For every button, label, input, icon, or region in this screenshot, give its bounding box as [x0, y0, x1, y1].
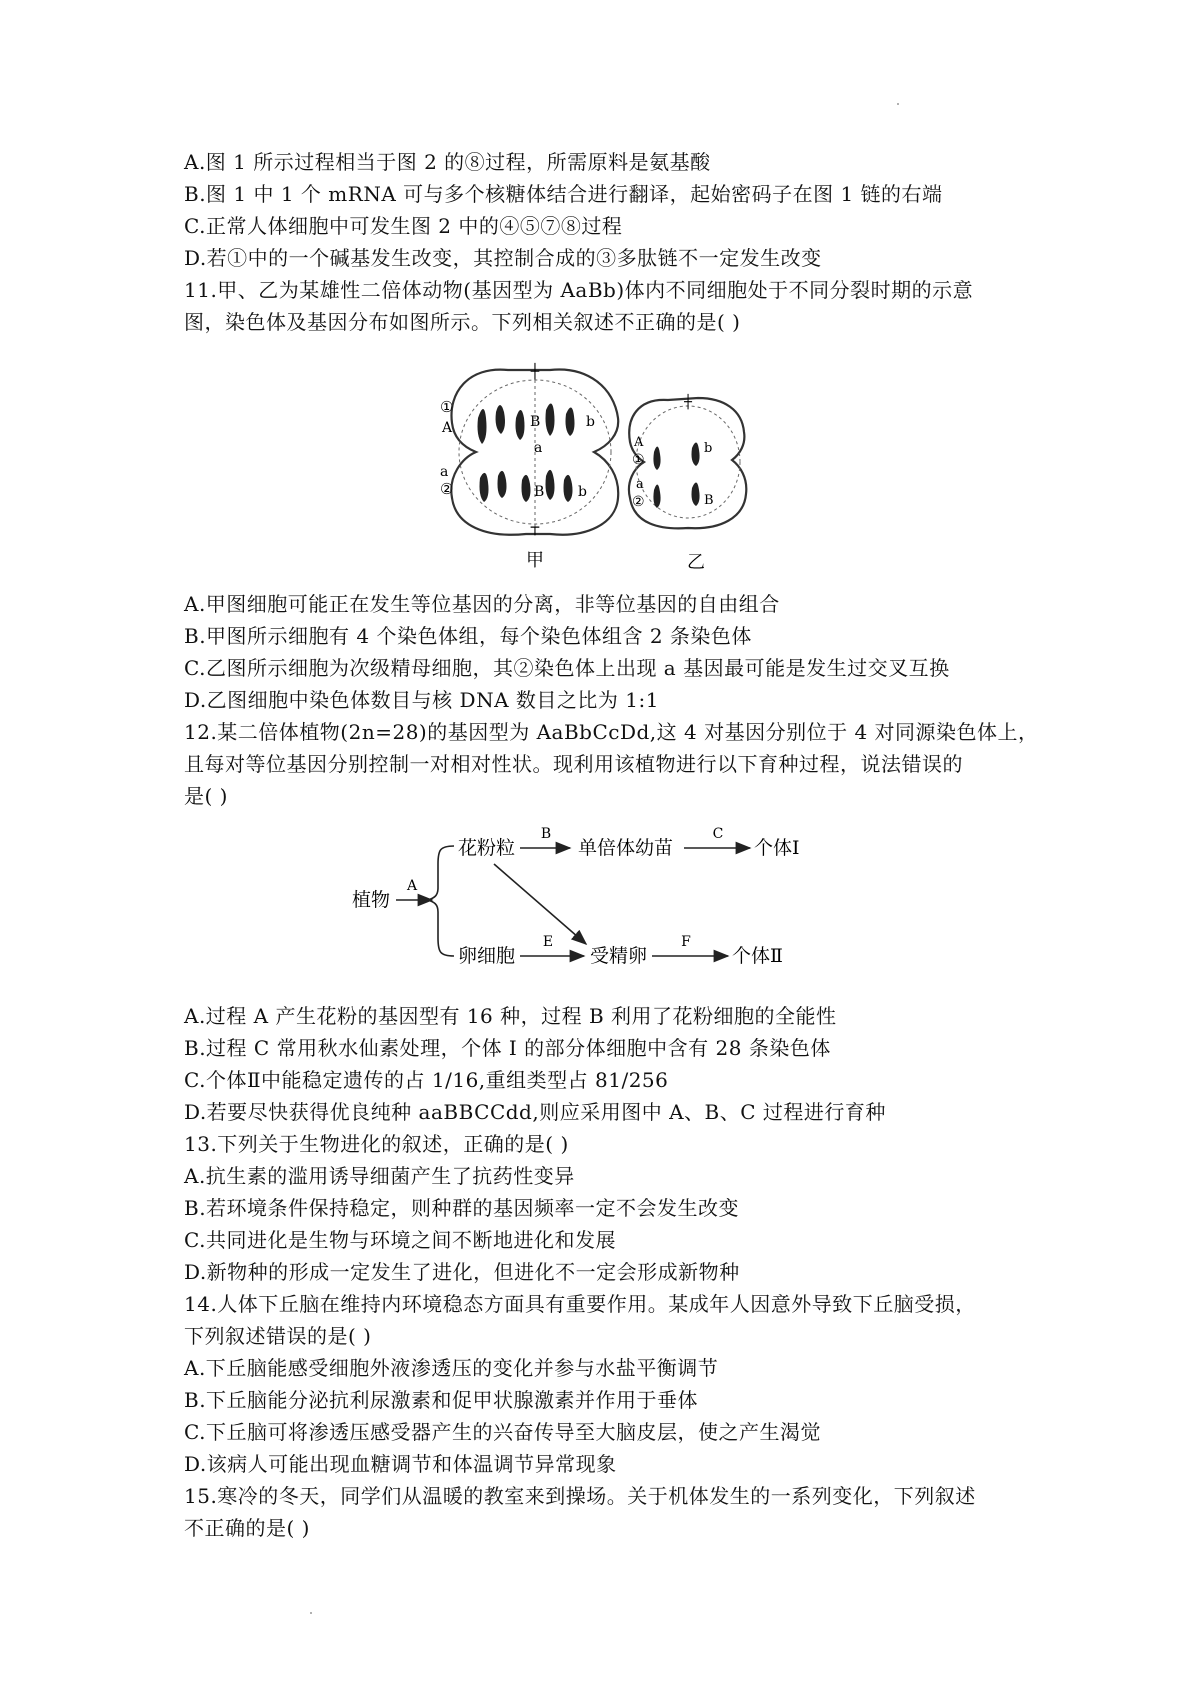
svg-text:┬: ┬: [530, 520, 540, 536]
q14-stem-line2: 下列叙述错误的是( ): [184, 1324, 372, 1348]
cell-division-figure: [438, 348, 774, 574]
svg-text:A: A: [442, 420, 453, 436]
svg-text:B: B: [540, 826, 552, 842]
q13-option-a: A.抗生素的滥用诱导细菌产生了抗药性变异: [184, 1164, 575, 1188]
node-plant: 植物: [352, 889, 391, 911]
cell-yi-outline: [629, 398, 746, 528]
q12-option-b: B.过程 C 常用秋水仙素处理，个体 I 的部分体细胞中含有 28 条染色体: [184, 1036, 831, 1060]
q14-option-c: C.下丘脑可将渗透压感受器产生的兴奋传导至大脑皮层，使之产生渴觉: [184, 1420, 821, 1444]
speck: [897, 103, 899, 105]
breeding-flow-diagram: [334, 820, 874, 980]
q12-stem-line3: 是( ): [184, 784, 228, 808]
q11-option-c: C.乙图所示细胞为次级精母细胞，其②染色体上出现 a 基因最可能是发生过交叉互换: [184, 656, 950, 680]
q10-option-d: D.若①中的一个碱基发生改变，其控制合成的③多肽链不一定发生改变: [184, 246, 822, 270]
svg-text:②: ②: [440, 480, 454, 498]
node-pollen: 花粉粒: [458, 837, 516, 859]
q14-option-a: A.下丘脑能感受细胞外液渗透压的变化并参与水盐平衡调节: [184, 1356, 719, 1380]
q15-stem-line2: 不正确的是( ): [184, 1516, 310, 1540]
q13-option-b: B.若环境条件保持稳定，则种群的基因频率一定不会发生改变: [184, 1196, 740, 1220]
svg-text:b: b: [704, 441, 713, 456]
svg-text:①: ①: [632, 452, 645, 468]
q12-stem-line2: 且每对等位基因分别控制一对相对性状。现利用该植物进行以下育种过程，说法错误的: [184, 752, 963, 776]
q12-option-c: C.个体Ⅱ中能稳定遗传的占 1/16,重组类型占 81/256: [184, 1068, 669, 1092]
cell-yi-label: 乙: [687, 552, 705, 573]
svg-text:E: E: [542, 934, 554, 950]
q10-option-b: B.图 1 中 1 个 mRNA 可与多个核糖体结合进行翻译，起始密码子在图 1 链的右端: [184, 182, 943, 206]
q14-stem-line1: 14.人体下丘脑在维持内环境稳态方面具有重要作用。某成年人因意外导致下丘脑受损，: [184, 1292, 976, 1316]
q11-stem-line1: 11.甲、乙为某雄性二倍体动物(基因型为 AaBb)体内不同细胞处于不同分裂时期的示意: [184, 278, 974, 302]
q14-option-b: B.下丘脑能分泌抗利尿激素和促甲状腺激素并作用于垂体: [184, 1388, 699, 1412]
q11-option-b: B.甲图所示细胞有 4 个染色体组，每个染色体组含 2 条染色体: [184, 624, 752, 648]
svg-text:a: a: [440, 464, 449, 480]
svg-text:C: C: [712, 826, 724, 842]
cell-jia-label: 甲: [526, 550, 544, 571]
svg-text:┼: ┼: [684, 395, 692, 410]
q10-option-c: C.正常人体细胞中可发生图 2 中的④⑤⑦⑧过程: [184, 214, 623, 238]
q11-option-d: D.乙图细胞中染色体数目与核 DNA 数目之比为 1:1: [184, 688, 659, 712]
node-zygote: 受精卵: [590, 945, 648, 967]
svg-text:A: A: [634, 435, 644, 450]
svg-text:a: a: [636, 477, 644, 492]
svg-text:b: b: [586, 414, 595, 430]
q13-stem: 13.下列关于生物进化的叙述，正确的是( ): [184, 1132, 569, 1156]
q15-stem-line1: 15.寒冷的冬天，同学们从温暖的教室来到操场。关于机体发生的一系列变化，下列叙述: [184, 1484, 976, 1508]
svg-text:b: b: [578, 484, 587, 500]
q11-stem-line2: 图，染色体及基因分布如图所示。下列相关叙述不正确的是( ): [184, 310, 741, 334]
svg-text:B: B: [534, 484, 545, 500]
svg-text:A: A: [406, 878, 418, 894]
svg-text:┼: ┼: [530, 364, 540, 380]
q13-option-d: D.新物种的形成一定发生了进化，但进化不一定会形成新物种: [184, 1260, 740, 1284]
svg-text:①: ①: [440, 398, 454, 416]
q14-option-d: D.该病人可能出现血糖调节和体温调节异常现象: [184, 1452, 617, 1476]
node-individual-1: 个体Ⅰ: [754, 837, 800, 859]
svg-text:B: B: [530, 414, 541, 430]
q12-option-d: D.若要尽快获得优良纯种 aaBBCCdd,则应采用图中 A、B、C 过程进行育种: [184, 1100, 886, 1124]
q13-option-c: C.共同进化是生物与环境之间不断地进化和发展: [184, 1228, 616, 1252]
svg-text:a: a: [534, 440, 543, 456]
svg-text:B: B: [704, 493, 714, 508]
q12-option-a: A.过程 A 产生花粉的基因型有 16 种，过程 B 利用了花粉细胞的全能性: [184, 1004, 837, 1028]
svg-text:F: F: [681, 934, 691, 950]
node-individual-2: 个体Ⅱ: [732, 945, 783, 967]
svg-text:②: ②: [632, 494, 645, 510]
node-egg-cell: 卵细胞: [458, 945, 516, 967]
speck: [310, 1612, 312, 1614]
node-haploid-seedling: 单倍体幼苗: [578, 837, 674, 859]
q10-option-a: A.图 1 所示过程相当于图 2 的⑧过程，所需原料是氨基酸: [184, 150, 711, 174]
q12-stem-line1: 12.某二倍体植物(2n=28)的基因型为 AaBbCcDd,这 4 对基因分别位于 4 对同源染色体上，: [184, 720, 1039, 744]
q11-option-a: A.甲图细胞可能正在发生等位基因的分离，非等位基因的自由组合: [184, 592, 780, 616]
